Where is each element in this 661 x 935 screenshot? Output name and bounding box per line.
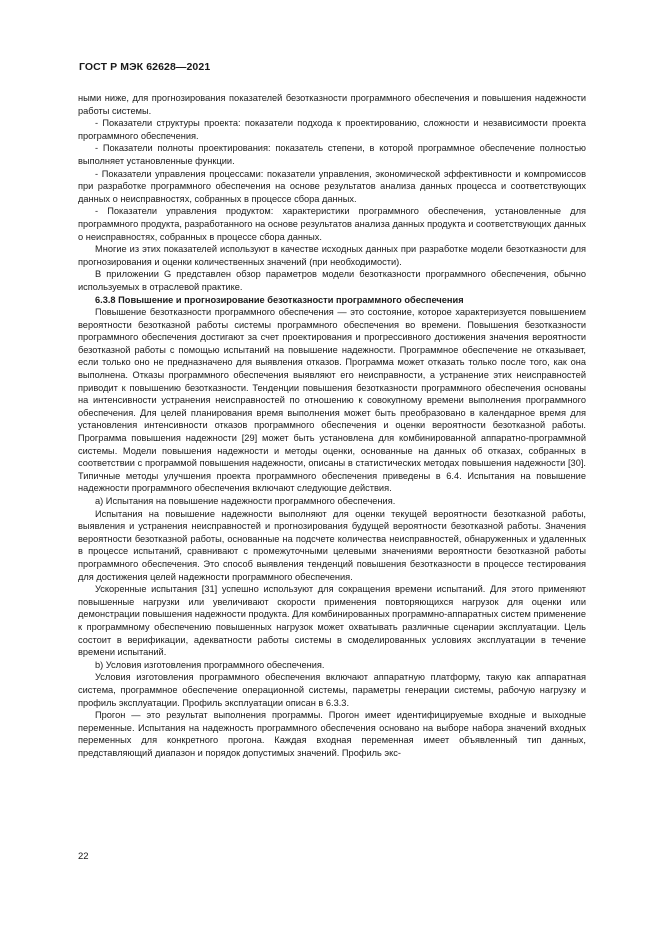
paragraph: ными ниже, для прогнозирования показателей безотказности программного обеспечения и повышения надежности работы системы.: [78, 93, 586, 116]
paragraph: Повышение безотказности программного обеспечения — это состояние, которое характеризуется повышением вероятности безотказной работы системы программного обеспечения во времени. Повышения безотказности программного обеспечения достигают за счет проектирования и прогрессивного достижения значения вероятности безотказной работы с помощью испытаний на повышение надежности. Программное обеспечение не отказывает, если только оно не предназначено для выявления отказов. Программа может отказать только после того, как она выполнена. Отказы программного обеспечения выявляют его неисправности, а устранение этих неисправностей приводит к повышению безотказности. Тенденции повышения безотказности программного обеспечения основаны на интенсивности устранения неисправностей по отношению к совокупному времени выполнения программного обеспечения. Для целей планирования время выполнения может быть преобразовано в календарное время для установления интенсивности отказов программного обеспечения и оценки вероятности безотказной работы. Программа повышения надежности [29] может быть установлена для комбинированной аппаратно-программной системы. Модели повышения надежности и методы оценки, основанные на данных об отказах, собранных в соответствии с программой повышения надежности, описаны в статистических методах повышения надежности [30]. Типичные методы улучшения проекта программного обеспечения приведены в 6.4. Испытания на повышение надежности программного обеспечения включают следующие действия.: [78, 307, 586, 494]
page-number: 22: [78, 851, 89, 862]
list-item: b) Условия изготовления программного обеспечения.: [95, 659, 325, 670]
paragraph: Многие из этих показателей используют в качестве исходных данных при разработке модели безотказности для прогнозирования и оценки количественных значений (при необходимости).: [78, 244, 586, 267]
bullet-paragraph: - Показатели полноты проектирования: показатель степени, в которой программное обеспечение полностью выполняет установленные функции.: [78, 143, 586, 166]
document-header: ГОСТ Р МЭК 62628—2021: [79, 61, 211, 73]
paragraph: Условия изготовления программного обеспечения включают аппаратную платформу, такую как аппаратная система, программное обеспечение операционной системы, параметры генерации системы, рабочую нагрузку и профиль эксплуатации. Профиль эксплуатации описан в 6.3.3.: [78, 672, 586, 708]
section-heading: 6.3.8 Повышение и прогнозирование безотказности программного обеспечения: [95, 294, 464, 305]
list-item: a) Испытания на повышение надежности программного обеспечения.: [95, 496, 396, 506]
paragraph: Ускоренные испытания [31] успешно используют для сокращения времени испытаний. Для этого применяют повышенные нагрузки или увеличивают скорости применения повторяющихся нагрузок для оценки или демонстрации повышения надежности продукта. Для комбинированных программно-аппаратных систем применение к программному обеспечению повышенных нагрузок может охватывать различные сценарии эксплуатации. Цель состоит в верификации, адекватности работы системы в смоделированных условиях эксплуатации в течение времени испытаний.: [78, 584, 586, 658]
paragraph: Прогон — это результат выполнения программы. Прогон имеет идентифицируемые входные и выходные переменные. Испытания на надежность программного обеспечения основано на выборе набора значений входных переменных для конкретного прогона. Каждая входная переменная имеет объявленный тип данных, представляющий диапазон и порядок допустимых значений. Профиль экс-: [78, 710, 586, 758]
bullet-paragraph: - Показатели управления процессами: показатели управления, экономической эффективности и компромиссов при разработке программного обеспечения на основе результатов анализа данных процесса и соответствующих данных о неисправностях, собранных в процессе сбора данных.: [78, 168, 586, 204]
paragraph: Испытания на повышение надежности выполняют для оценки текущей вероятности безотказной работы, выявления и устранения неисправностей и прогнозирования будущей вероятности безотказной работы. Значения вероятности безотказной работы, основанные на подсчете количества неисправностей, обнаруженных и удаленных в процессе испытаний, сравнивают с промежуточными целевыми значениями вероятности безотказной работы программного обеспечения. Это способ выявления тенденций повышения безотказности в процессе тестирования для достижения целей надежности программного обеспечения.: [78, 508, 586, 582]
paragraph: В приложении G представлен обзор параметров модели безотказности программного обеспечения, обычно используемых в отраслевой практике.: [78, 269, 586, 292]
bullet-paragraph: - Показатели управления продуктом: характеристики программного обеспечения, установленные для программного продукта, разработанного на основе результатов анализа данных продукта и соответствующих данных о неисправностях, собранных в процессе сбора данных.: [78, 206, 586, 242]
bullet-paragraph: - Показатели структуры проекта: показатели подхода к проектированию, сложности и независимости проекта программного обеспечения.: [78, 118, 586, 141]
document-body: [78, 92, 586, 759]
